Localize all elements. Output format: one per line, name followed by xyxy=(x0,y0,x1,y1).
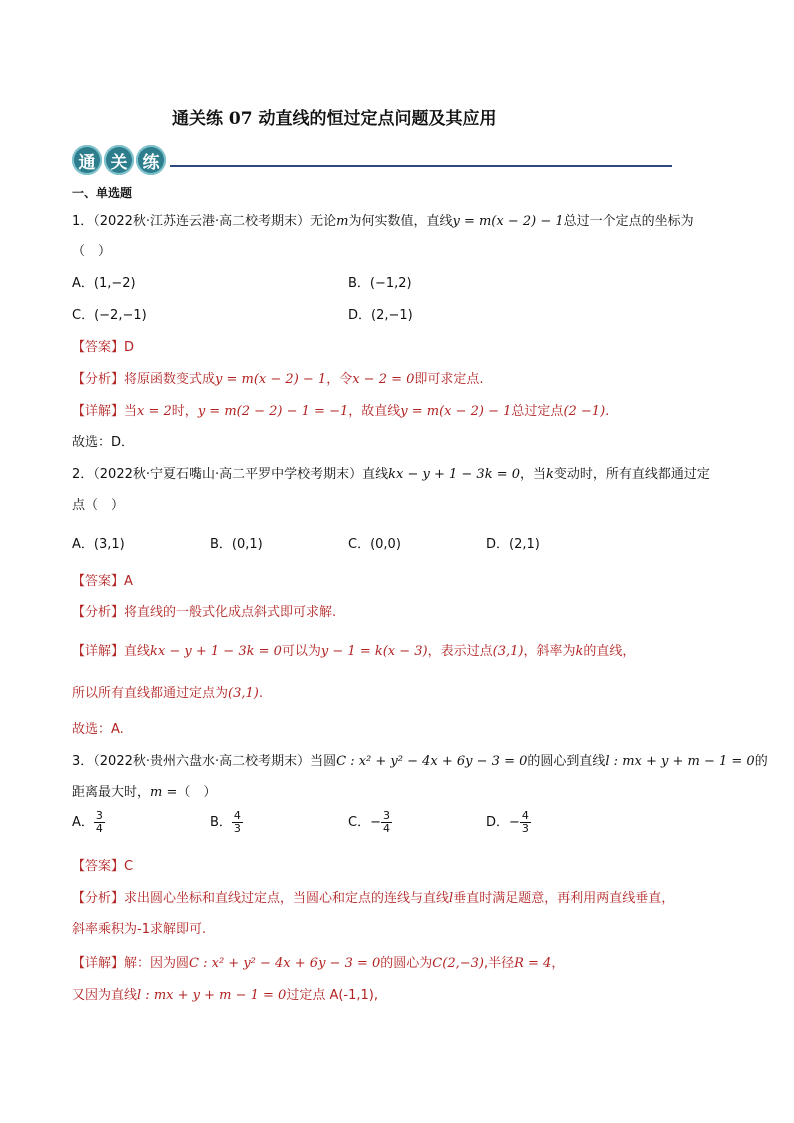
q2-option-d: D．(2,1) xyxy=(486,537,540,552)
q2-stem: 2．（2022秋·宁夏石嘴山·高二平罗中学校考期末）直线kx − y + 1 − 3k = 0，当k变动时，所有直线都通过定 xyxy=(72,467,710,482)
page-title: 通关练 07 动直线的恒过定点问题及其应用 xyxy=(172,109,497,129)
section-banner xyxy=(72,145,672,177)
q3-option-d: D．− $\frac{4}{3}$ xyxy=(486,809,529,835)
q2-option-c: C．(0,0) xyxy=(348,537,401,552)
fraction: $\frac{3}{4}$ xyxy=(95,809,103,835)
q3-analysis: 【分析】求出圆心坐标和直线过定点，当圆心和定点的连线与直线l垂直时满足题意，再利用两直线垂直， xyxy=(72,891,675,906)
q3-option-c: C．− $\frac{3}{4}$ xyxy=(348,809,390,835)
q2-detail: 【详解】直线kx − y + 1 − 3k = 0可以为y − 1 = k(x − 3)，表示过点(3,1)，斜率为k的直线， xyxy=(72,644,636,659)
q1-answer: 【答案】D xyxy=(72,340,135,355)
q1-paren: （ ） xyxy=(72,244,112,259)
q2-detail-cont: 所以所有直线都通过定点为(3,1). xyxy=(72,686,263,701)
fraction: $\frac{3}{4}$ xyxy=(382,809,390,835)
banner-badge xyxy=(72,145,166,175)
q2-analysis: 【分析】将直线的一般式化成点斜式即可求解. xyxy=(72,605,337,620)
q3-analysis-cont: 斜率乘积为-1求解即可. xyxy=(72,922,207,937)
banner-rule xyxy=(170,165,672,167)
q1-option-b: B．(−1,2) xyxy=(348,276,412,291)
q3-stem: 3．（2022秋·贵州六盘水·高二校考期末）当圆C : x² + y² − 4x + 6y − 3 = 0的圆心到直线l : mx + y + m − 1 = 0的 xyxy=(72,754,768,769)
q1-analysis: 【分析】将原函数变式成y = m(x − 2) − 1，令x − 2 = 0即可求定点. xyxy=(72,372,484,387)
q1-stem: 1．（2022秋·江苏连云港·高二校考期末）无论m为何实数值，直线y = m(x − 2) − 1总过一个定点的坐标为 xyxy=(72,214,694,229)
q3-stem-cont: 距离最大时，m =（ ） xyxy=(72,785,217,800)
q1-choose: 故选：D． xyxy=(72,435,135,450)
q1-option-d: D．(2,−1) xyxy=(348,308,413,323)
q3-answer: 【答案】C xyxy=(72,859,134,874)
badge-char-3: 练 xyxy=(136,145,166,175)
q2-stem-cont: 点（ ） xyxy=(72,498,125,513)
badge-char-2: 关 xyxy=(104,145,134,175)
badge-char-1: 通 xyxy=(72,145,102,175)
q2-option-a: A．(3,1) xyxy=(72,537,125,552)
q3-detail-cont: 又因为直线l : mx + y + m − 1 = 0过定点 A(-1,1), xyxy=(72,988,378,1003)
fraction: $\frac{4}{3}$ xyxy=(521,809,529,835)
q1-option-a: A．(1,−2) xyxy=(72,276,136,291)
fraction: $\frac{4}{3}$ xyxy=(233,809,241,835)
q3-detail: 【详解】解：因为圆C : x² + y² − 4x + 6y − 3 = 0的圆心为C(2,−3),半径R = 4， xyxy=(72,956,565,971)
q1-option-c: C．(−2,−1) xyxy=(72,308,147,323)
section-heading: 一、单选题 xyxy=(72,186,133,200)
q2-answer: 【答案】A xyxy=(72,574,133,589)
q3-option-a: A． $\frac{3}{4}$ xyxy=(72,809,103,835)
q1-detail: 【详解】当x = 2时，y = m(2 − 2) − 1 = −1，故直线y = m(x − 2) − 1总过定点(2 −1). xyxy=(72,404,610,419)
q2-choose: 故选：A. xyxy=(72,722,124,737)
q2-option-b: B．(0,1) xyxy=(210,537,263,552)
q3-option-b: B． $\frac{4}{3}$ xyxy=(210,809,241,835)
